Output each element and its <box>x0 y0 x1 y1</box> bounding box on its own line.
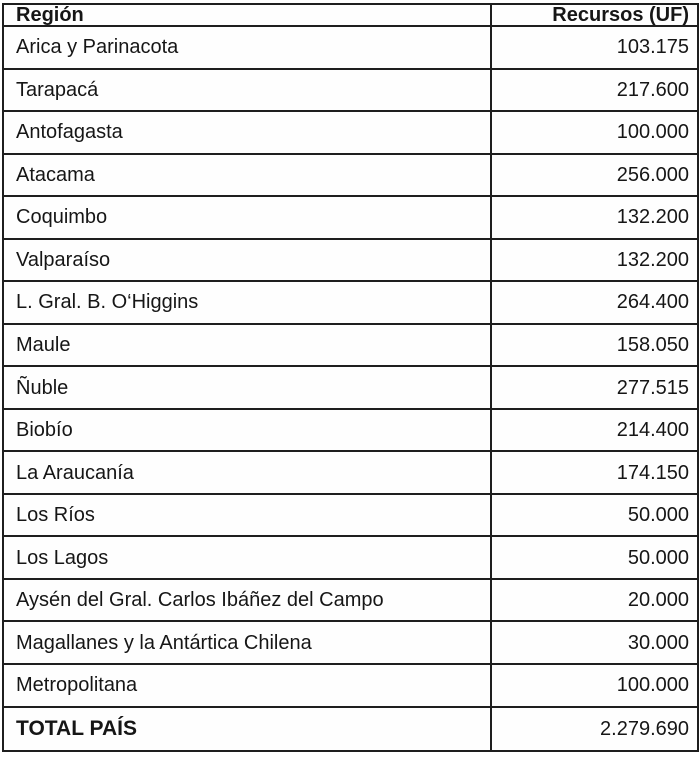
region-name: La Araucanía <box>3 451 491 494</box>
table-row <box>3 154 698 197</box>
region-name: Tarapacá <box>3 69 491 112</box>
region-name: Metropolitana <box>3 664 491 707</box>
table-row <box>3 451 698 494</box>
region-value: 217.600 <box>491 69 698 112</box>
column-header-region: Región <box>3 4 491 26</box>
region-name: Valparaíso <box>3 239 491 282</box>
region-value: 264.400 <box>491 281 698 324</box>
table-row <box>3 26 698 69</box>
table-row <box>3 239 698 282</box>
region-name: Antofagasta <box>3 111 491 154</box>
region-value: 20.000 <box>491 579 698 622</box>
region-value: 132.200 <box>491 239 698 282</box>
region-name: Magallanes y la Antártica Chilena <box>3 621 491 664</box>
region-name: Atacama <box>3 154 491 197</box>
region-value: 100.000 <box>491 664 698 707</box>
region-name: Los Lagos <box>3 536 491 579</box>
column-header-recursos-uf: Recursos (UF) <box>491 4 698 26</box>
region-value: 50.000 <box>491 536 698 579</box>
region-name: Los Ríos <box>3 494 491 537</box>
region-value: 277.515 <box>491 366 698 409</box>
regions-resources-table <box>2 3 699 752</box>
table-row <box>3 494 698 537</box>
region-value: 50.000 <box>491 494 698 537</box>
region-name: Arica y Parinacota <box>3 26 491 69</box>
total-value: 2.279.690 <box>491 707 698 752</box>
table-total-row <box>3 707 698 752</box>
region-name: Ñuble <box>3 366 491 409</box>
region-value: 158.050 <box>491 324 698 367</box>
table-row <box>3 324 698 367</box>
region-value: 103.175 <box>491 26 698 69</box>
table-row <box>3 196 698 239</box>
region-name: Maule <box>3 324 491 367</box>
table-row <box>3 111 698 154</box>
region-name: Biobío <box>3 409 491 452</box>
region-name: Coquimbo <box>3 196 491 239</box>
region-value: 174.150 <box>491 451 698 494</box>
table-row <box>3 409 698 452</box>
table-header-row <box>3 4 698 26</box>
total-label: TOTAL PAÍS <box>3 707 491 752</box>
region-value: 132.200 <box>491 196 698 239</box>
region-value: 214.400 <box>491 409 698 452</box>
table-row <box>3 621 698 664</box>
table-row <box>3 579 698 622</box>
table-row <box>3 664 698 707</box>
regions-resources-table-container <box>2 3 697 752</box>
table-row <box>3 69 698 112</box>
table-row <box>3 281 698 324</box>
region-value: 30.000 <box>491 621 698 664</box>
region-name: Aysén del Gral. Carlos Ibáñez del Campo <box>3 579 491 622</box>
region-value: 256.000 <box>491 154 698 197</box>
region-value: 100.000 <box>491 111 698 154</box>
table-row <box>3 536 698 579</box>
table-row <box>3 366 698 409</box>
region-name: L. Gral. B. O‘Higgins <box>3 281 491 324</box>
